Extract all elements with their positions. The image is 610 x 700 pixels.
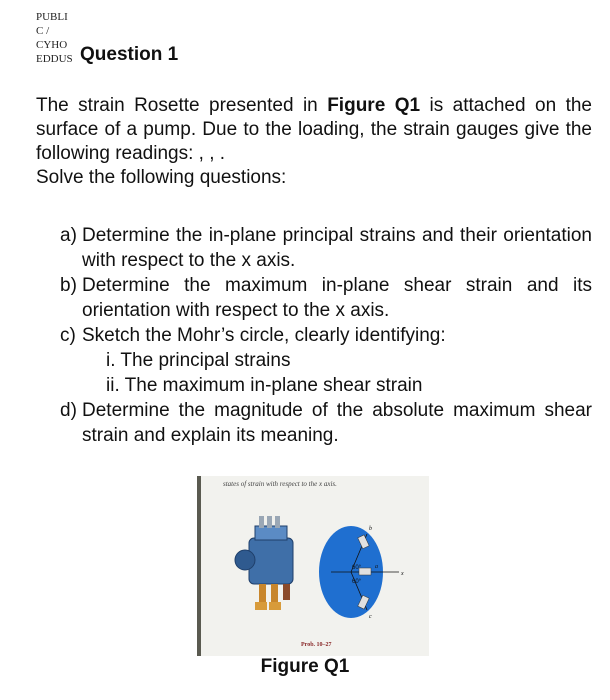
figure-top-text: states of strain with respect to the x axis. bbox=[223, 480, 337, 488]
gauge-b-label: b bbox=[369, 526, 372, 532]
question-label: c) bbox=[60, 325, 76, 346]
figure-caption: Figure Q1 bbox=[260, 656, 350, 677]
watermark bbox=[36, 10, 73, 66]
intro-part1: The strain Rosette presented in bbox=[36, 95, 328, 116]
question-item-d bbox=[60, 398, 592, 448]
watermark-line: EDDUS bbox=[36, 53, 73, 65]
angle-upper-label: 60° bbox=[352, 565, 362, 571]
question-item-b bbox=[60, 273, 592, 323]
question-item-c bbox=[60, 323, 592, 348]
x-axis-label: x bbox=[401, 571, 404, 577]
question-item-a bbox=[60, 223, 592, 273]
question-label: d) bbox=[60, 400, 77, 421]
watermark-line: C / bbox=[36, 25, 50, 37]
question-title: Question 1 bbox=[80, 44, 179, 65]
question-text: Sketch the Mohr’s circle, clearly identifying: bbox=[82, 325, 446, 346]
intro-line2: Solve the following questions: bbox=[36, 167, 287, 188]
intro-part2: is attached on the surface of a pump. Due to the loading, the strain gauges give the following readings: , , . bbox=[36, 95, 592, 164]
angle-lower-label: 60° bbox=[352, 579, 362, 585]
question-text: Determine the in-plane principal strains and their orientation with respect to the x axis. bbox=[82, 225, 592, 271]
question-label: b) bbox=[60, 275, 77, 296]
gauge-c-label: c bbox=[369, 614, 372, 620]
strain-rosette-diagram bbox=[319, 526, 399, 618]
figure-reference: Figure Q1 bbox=[327, 95, 421, 116]
question-list bbox=[60, 223, 592, 448]
gauge-a-label: a bbox=[375, 564, 378, 570]
watermark-line: CYHO bbox=[36, 39, 68, 51]
subitem-shear: ii. The maximum in-plane shear strain bbox=[106, 375, 423, 396]
watermark-line: PUBLI bbox=[36, 11, 68, 23]
intro-paragraph bbox=[36, 94, 592, 190]
question-text: Determine the maximum in-plane shear strain and its orientation with respect to the x axis. bbox=[82, 275, 592, 321]
pump-icon bbox=[235, 516, 293, 610]
figure-q1-image bbox=[197, 476, 429, 656]
question-label: a) bbox=[60, 225, 77, 246]
question-text: Determine the magnitude of the absolute maximum shear strain and explain its meaning. bbox=[82, 400, 592, 446]
problem-number: Prob. 10–27 bbox=[301, 642, 332, 648]
pump-rosette-illustration bbox=[201, 476, 429, 656]
subitem-principal: i. The principal strains bbox=[106, 350, 291, 371]
intro-text bbox=[36, 94, 592, 166]
